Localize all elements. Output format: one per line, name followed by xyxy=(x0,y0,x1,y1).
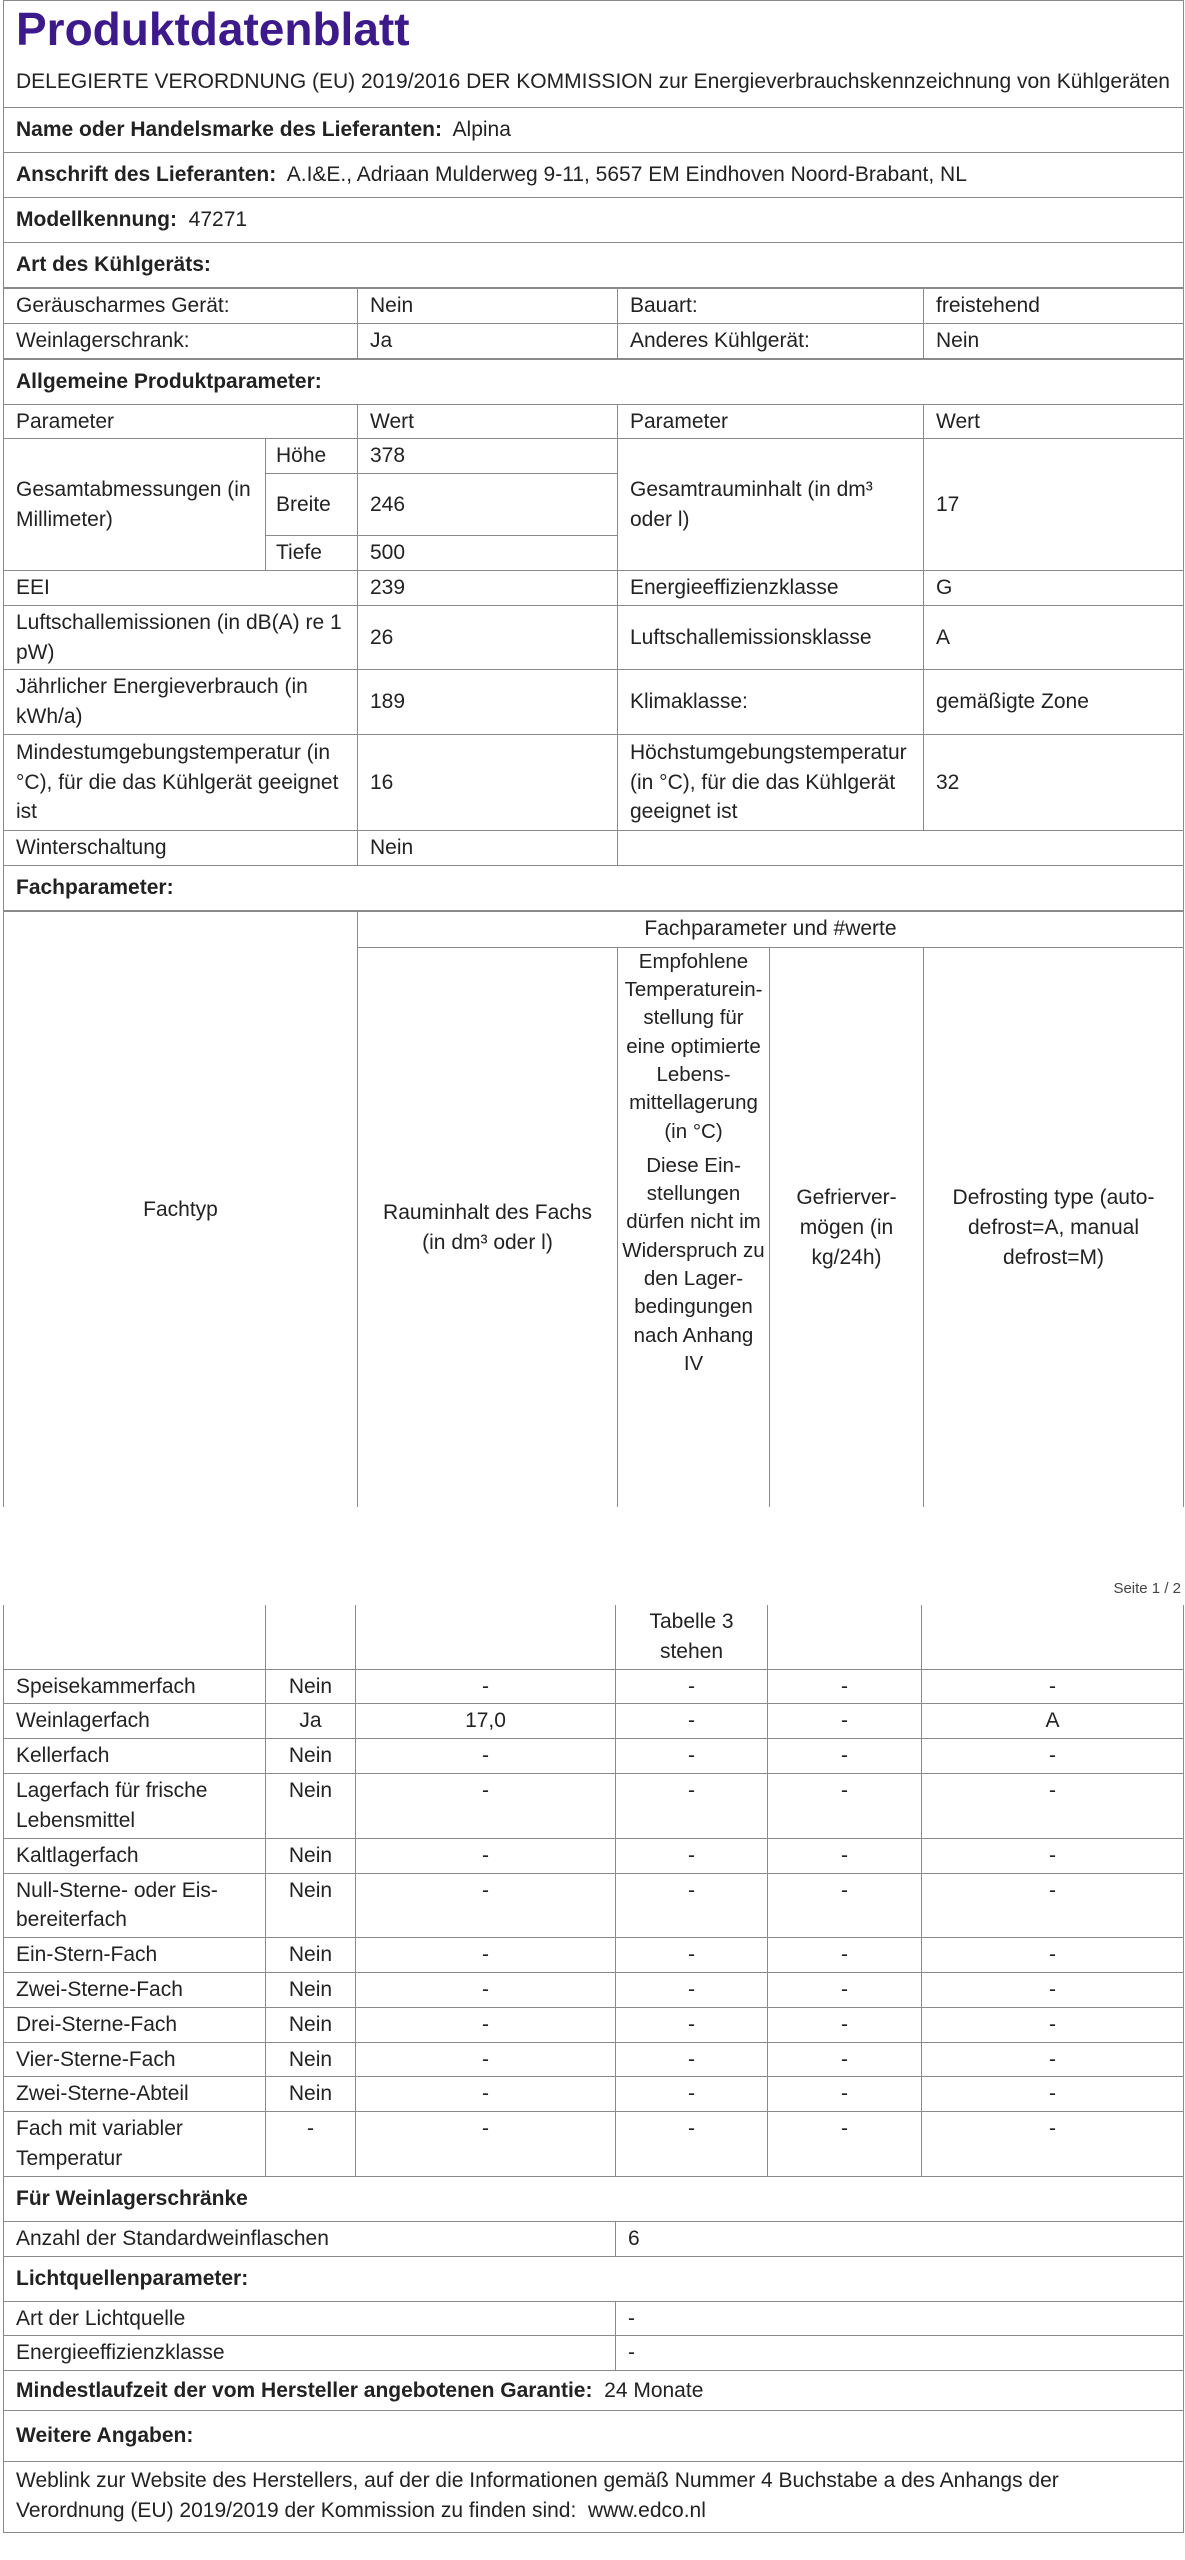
compartment-temp: - xyxy=(616,1774,768,1839)
compartment-present: Nein xyxy=(266,1838,356,1873)
type-table xyxy=(3,288,1184,359)
param-row xyxy=(4,735,1184,831)
compartment-name: Drei-Sterne-Fach xyxy=(4,2007,266,2042)
param-value: gemäßigte Zone xyxy=(924,670,1184,735)
fachtyp-header: Fachtyp xyxy=(4,911,358,1507)
model-value: 47271 xyxy=(188,208,248,232)
dim-value: 378 xyxy=(358,439,618,474)
compartment-defrost: - xyxy=(922,1938,1184,1973)
table-row xyxy=(4,1774,1184,1839)
dim-label: Tiefe xyxy=(266,536,358,571)
param-label: Höchstumgebungstemperatur (in °C), für die das Kühlgerät geeignet ist xyxy=(618,735,924,831)
compartment-temp: - xyxy=(616,2007,768,2042)
address-value: A.I&E., Adriaan Mulderweg 9-11, 5657 EM Eindhoven Noord-Brabant, NL xyxy=(286,163,967,187)
further-heading: Weitere Angaben: xyxy=(4,2411,1184,2462)
dim-value: 246 xyxy=(358,474,618,536)
compartment-present: Nein xyxy=(266,1972,356,2007)
compartment-defrost: - xyxy=(922,2007,1184,2042)
compartment-freeze: - xyxy=(768,1669,922,1704)
compartment-present: Nein xyxy=(266,1938,356,1973)
page-title: Produktdatenblatt xyxy=(16,3,410,55)
compartment-temp: - xyxy=(616,1873,768,1938)
compartment-defrost: - xyxy=(922,2042,1184,2077)
compartment-defrost: - xyxy=(922,1669,1184,1704)
temp-header-part2: Diese Einstellungen dürfen nicht im Widerspruch zu den Lagerbedingungen nach Anhang IV xyxy=(622,1153,765,1375)
address-row xyxy=(4,152,1184,197)
supplier-label: Name oder Handelsmarke des Lieferanten: xyxy=(16,118,442,142)
compartment-freeze: - xyxy=(768,2112,922,2177)
param-value: 239 xyxy=(358,571,618,606)
further-text: Weblink zur Website des Herstellers, auf der die Informationen gemäß Nummer 4 Buchstabe a des Anhangs der Verordnung (EU) 2019/2019 der Kommission zu finden sind: xyxy=(16,2469,1059,2523)
continued-cell xyxy=(266,1605,356,1669)
light-label: Energieeffizienzklasse xyxy=(4,2336,616,2371)
compartment-name: Kaltlagerfach xyxy=(4,1838,266,1873)
col-header-param: Parameter xyxy=(4,404,358,439)
table-row xyxy=(4,1972,1184,2007)
wine-value: 6 xyxy=(616,2221,1184,2256)
compartment-name: Fach mit variabler Temperatur xyxy=(4,2112,266,2177)
type-row xyxy=(4,323,1184,358)
compartment-volume: - xyxy=(356,1739,616,1774)
compartment-volume: - xyxy=(356,2042,616,2077)
type-label: Bauart: xyxy=(618,288,924,323)
param-label: EEI xyxy=(4,571,358,606)
compartment-freeze: - xyxy=(768,2042,922,2077)
warranty-value: 24 Monate xyxy=(604,2378,704,2402)
type-value: Nein xyxy=(924,323,1184,358)
compartment-volume: - xyxy=(356,1669,616,1704)
temp-header-part1: Empfohlene Temperatureinstellung für eine optimierte Lebensmittellagerung (in °C) xyxy=(624,949,763,1143)
param-value: G xyxy=(924,571,1184,606)
param-value: 32 xyxy=(924,735,1184,831)
light-value: - xyxy=(616,2336,1184,2371)
param-value: 26 xyxy=(358,605,618,670)
defrost-header: Defrosting type (auto-defrost=A, manual defrost=M) xyxy=(924,947,1184,1507)
type-row xyxy=(4,288,1184,323)
light-heading: Lichtquellenparameter: xyxy=(4,2256,1184,2301)
compartment-temp: - xyxy=(616,2112,768,2177)
compartment-present: Nein xyxy=(266,1873,356,1938)
param-label: Luftschallemissionsklasse xyxy=(618,605,924,670)
table-row xyxy=(4,1838,1184,1873)
temp-header-part3: Tabelle 3 stehen xyxy=(616,1605,768,1669)
compartment-defrost: A xyxy=(922,1704,1184,1739)
dim-label: Höhe xyxy=(266,439,358,474)
compartment-freeze: - xyxy=(768,1873,922,1938)
type-value: freistehend xyxy=(924,288,1184,323)
compartment-name: Lagerfach für frische Lebensmittel xyxy=(4,1774,266,1839)
compartment-name: Ein-Stern-Fach xyxy=(4,1938,266,1973)
compartment-name: Vier-Sterne-Fach xyxy=(4,2042,266,2077)
param-label: Mindestumgebungstemperatur (in °C), für die das Kühlgerät geeignet ist xyxy=(4,735,358,831)
compartment-volume: - xyxy=(356,2112,616,2177)
compartment-present: Nein xyxy=(266,1739,356,1774)
volume-header: Rauminhalt des Fachs (in dm³ oder l) xyxy=(358,947,618,1507)
param-value: 189 xyxy=(358,670,618,735)
compartment-volume: - xyxy=(356,2077,616,2112)
continued-cell xyxy=(4,1605,266,1669)
manufacturer-link[interactable]: www.edco.nl xyxy=(588,2499,706,2523)
group-header: Fachparameter und #werte xyxy=(358,911,1184,947)
compartment-temp: - xyxy=(616,2042,768,2077)
compartment-volume: - xyxy=(356,2007,616,2042)
table-row xyxy=(4,2007,1184,2042)
param-label: Luftschallemissionen (in dB(A) re 1 pW) xyxy=(4,605,358,670)
compartment-name: Speisekammerfach xyxy=(4,1669,266,1704)
compartment-present: Nein xyxy=(266,2077,356,2112)
table-row xyxy=(4,2112,1184,2177)
general-heading: Allgemeine Produktparameter: xyxy=(4,359,1184,404)
compartment-present: Nein xyxy=(266,2007,356,2042)
compartment-table xyxy=(3,1605,1184,2533)
compartment-defrost: - xyxy=(922,1739,1184,1774)
table-row xyxy=(4,2042,1184,2077)
compartment-volume: - xyxy=(356,1838,616,1873)
compartment-temp: - xyxy=(616,2077,768,2112)
compartment-name: Kellerfach xyxy=(4,1739,266,1774)
param-label: Klimaklasse: xyxy=(618,670,924,735)
compartment-defrost: - xyxy=(922,2112,1184,2177)
temp-header xyxy=(618,947,770,1507)
param-value: 16 xyxy=(358,735,618,831)
dim-value: 500 xyxy=(358,536,618,571)
table-row xyxy=(4,2077,1184,2112)
dims-label: Gesamtabmessungen (in Millimeter) xyxy=(4,439,266,571)
param-label: Energieeffizienzklasse xyxy=(618,571,924,606)
regulation-subtitle: DELEGIERTE VERORDNUNG (EU) 2019/2016 DER KOMMISSION zur Energieverbrauchskennzeichnung von Kühlgeräten xyxy=(16,69,1170,93)
sheet-page-2 xyxy=(3,1605,1184,2533)
page-number: Seite 1 / 2 xyxy=(1113,1580,1181,1597)
table-row xyxy=(4,1669,1184,1704)
volume-label: Gesamtrauminhalt (in dm³ oder l) xyxy=(618,439,924,571)
light-label: Art der Lichtquelle xyxy=(4,2301,616,2336)
winter-value: Nein xyxy=(358,831,618,866)
param-value: A xyxy=(924,605,1184,670)
compartment-present: Ja xyxy=(266,1704,356,1739)
wine-heading: Für Weinlagerschränke xyxy=(4,2176,1184,2221)
general-table xyxy=(3,359,1184,911)
compartment-freeze: - xyxy=(768,1838,922,1873)
compartment-present: - xyxy=(266,2112,356,2177)
table-row xyxy=(4,1938,1184,1973)
compartment-temp: - xyxy=(616,1704,768,1739)
warranty-row xyxy=(4,2371,1184,2411)
compartment-defrost: - xyxy=(922,1838,1184,1873)
supplier-row xyxy=(4,107,1184,152)
compartment-temp: - xyxy=(616,1838,768,1873)
warranty-label: Mindestlaufzeit der vom Hersteller angebotenen Garantie: xyxy=(16,2378,593,2402)
model-row xyxy=(4,197,1184,242)
further-text-row xyxy=(4,2462,1184,2533)
dim-label: Breite xyxy=(266,474,358,536)
type-label: Anderes Kühlgerät: xyxy=(618,323,924,358)
compartment-defrost: - xyxy=(922,2077,1184,2112)
compartment-defrost: - xyxy=(922,1873,1184,1938)
compartment-temp: - xyxy=(616,1938,768,1973)
light-value: - xyxy=(616,2301,1184,2336)
table-row xyxy=(4,1739,1184,1774)
type-value: Nein xyxy=(358,288,618,323)
compartment-volume: - xyxy=(356,1873,616,1938)
col-header-param: Parameter xyxy=(618,404,924,439)
compartment-present: Nein xyxy=(266,1774,356,1839)
type-section-heading: Art des Kühlgeräts: xyxy=(4,242,1184,287)
continued-cell xyxy=(356,1605,616,1669)
compartment-name: Null-Sterne- oder Eisbereiterfach xyxy=(4,1873,266,1938)
compartment-defrost: - xyxy=(922,1774,1184,1839)
volume-value: 17 xyxy=(924,439,1184,571)
param-row xyxy=(4,670,1184,735)
title-cell xyxy=(4,1,1184,108)
supplier-value: Alpina xyxy=(452,118,511,142)
winter-label: Winterschaltung xyxy=(4,831,358,866)
compartment-freeze: - xyxy=(768,2007,922,2042)
type-label: Geräuscharmes Gerät: xyxy=(4,288,358,323)
compartment-defrost: - xyxy=(922,1972,1184,2007)
address-label: Anschrift des Lieferanten: xyxy=(16,163,277,187)
compartment-temp: - xyxy=(616,1972,768,2007)
compartment-freeze: - xyxy=(768,1938,922,1973)
compartment-volume: - xyxy=(356,1938,616,1973)
model-label: Modellkennung: xyxy=(16,208,177,232)
wine-label: Anzahl der Standardweinflaschen xyxy=(4,2221,616,2256)
compartment-freeze: - xyxy=(768,1704,922,1739)
freeze-header: Gefriervermögen (in kg/24h) xyxy=(770,947,924,1507)
compartment-name: Zwei-Sterne-Abteil xyxy=(4,2077,266,2112)
compartment-name: Zwei-Sterne-Fach xyxy=(4,1972,266,2007)
col-header-value: Wert xyxy=(358,404,618,439)
empty-cell xyxy=(618,831,1184,866)
param-row xyxy=(4,571,1184,606)
compartments-heading: Fachparameter: xyxy=(4,865,1184,910)
type-label: Weinlagerschrank: xyxy=(4,323,358,358)
param-row xyxy=(4,605,1184,670)
compartment-temp: - xyxy=(616,1739,768,1774)
compartment-volume: - xyxy=(356,1972,616,2007)
header-table xyxy=(3,0,1184,288)
compartment-freeze: - xyxy=(768,1972,922,2007)
compartment-volume: - xyxy=(356,1774,616,1839)
compartment-freeze: - xyxy=(768,1739,922,1774)
compartment-temp: - xyxy=(616,1669,768,1704)
continued-cell xyxy=(922,1605,1184,1669)
sheet-page-1 xyxy=(3,0,1184,1507)
continued-cell xyxy=(768,1605,922,1669)
compartment-freeze: - xyxy=(768,2077,922,2112)
compartment-header-table xyxy=(3,911,1184,1508)
compartment-freeze: - xyxy=(768,1774,922,1839)
col-header-value: Wert xyxy=(924,404,1184,439)
compartment-volume: 17,0 xyxy=(356,1704,616,1739)
param-label: Jährlicher Energieverbrauch (in kWh/a) xyxy=(4,670,358,735)
compartment-present: Nein xyxy=(266,1669,356,1704)
compartment-name: Weinlagerfach xyxy=(4,1704,266,1739)
compartment-present: Nein xyxy=(266,2042,356,2077)
table-row xyxy=(4,1873,1184,1938)
type-value: Ja xyxy=(358,323,618,358)
table-row xyxy=(4,1704,1184,1739)
